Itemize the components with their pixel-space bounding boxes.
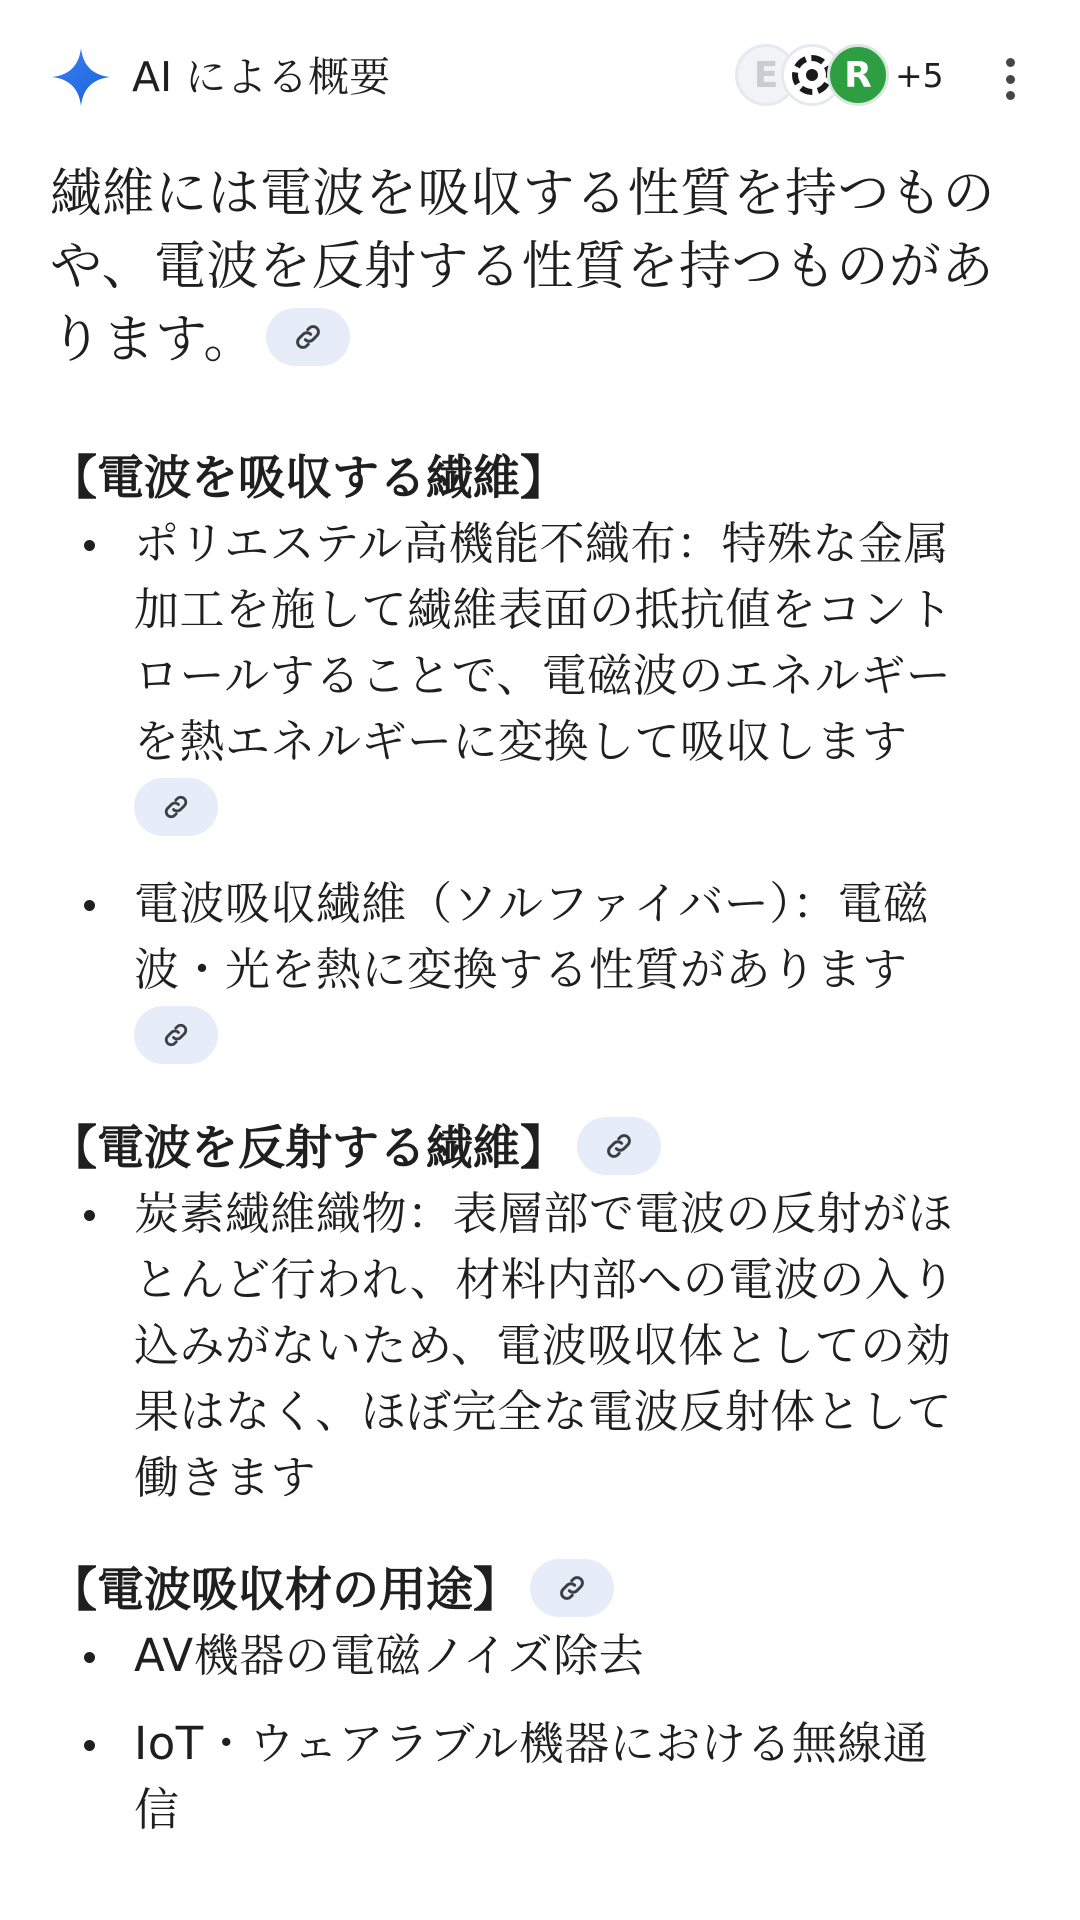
link-chip[interactable] [134, 1006, 218, 1064]
link-chip[interactable] [577, 1117, 661, 1175]
section-heading: 【電波を吸収する繊維】 [50, 451, 567, 506]
section-heading-row [50, 1117, 1040, 1181]
list-item [50, 1711, 970, 1843]
intro-paragraph [50, 158, 1040, 377]
source-avatar[interactable]: R [827, 44, 889, 106]
bullet-list [50, 511, 1040, 1069]
list-item-text: ポリエステル高機能不織布：特殊な金属加工を施して繊維表面の抵抗値をコントロールすることで、電磁波のエネルギーを熱エネルギーに変換して吸収します [134, 517, 954, 768]
intro-text: 繊維には電波を吸収する性質を持つものや、電波を反射する性質を持つものがあります。 [50, 164, 996, 370]
header-title: AI による概要 [132, 53, 391, 101]
list-item [50, 871, 970, 1069]
list-item [50, 1623, 970, 1689]
more-sources-count[interactable]: +5 [895, 56, 944, 95]
bullet-list [50, 1623, 1040, 1843]
ai-overview-header [0, 0, 1080, 150]
sources-avatars[interactable] [735, 44, 945, 110]
list-item [50, 1181, 970, 1511]
sparkle-icon [50, 46, 112, 108]
link-icon [556, 1572, 588, 1604]
bullet-list [50, 1181, 1040, 1511]
section-heading: 【電波吸収材の用途】 [50, 1563, 520, 1618]
more-vert-icon[interactable] [998, 58, 1022, 100]
overview-content [50, 158, 1040, 1843]
link-icon [603, 1130, 635, 1162]
link-chip[interactable] [134, 778, 218, 836]
list-item-text: 炭素繊維織物：表層部で電波の反射がほとんど行われ、材料内部への電波の入り込みがないため、電波吸収体としての効果はなく、ほぼ完全な電波反射体として働きます [134, 1187, 956, 1504]
list-item-text: 電波吸収繊維（ソルファイバー）：電磁波・光を熱に変換する性質があります [134, 877, 929, 996]
link-icon [161, 792, 191, 822]
section-heading-row [50, 1559, 1040, 1623]
list-item-text: AV機器の電磁ノイズ除去 [134, 1629, 645, 1682]
list-item [50, 511, 970, 841]
section-heading: 【電波を反射する繊維】 [50, 1121, 567, 1176]
link-icon [292, 321, 324, 353]
link-chip[interactable] [266, 308, 350, 366]
list-item-text: IoT・ウェアラブル機器における無線通信 [134, 1717, 929, 1836]
link-chip[interactable] [530, 1559, 614, 1617]
source-avatar[interactable]: E [735, 44, 797, 106]
link-icon [161, 1020, 191, 1050]
